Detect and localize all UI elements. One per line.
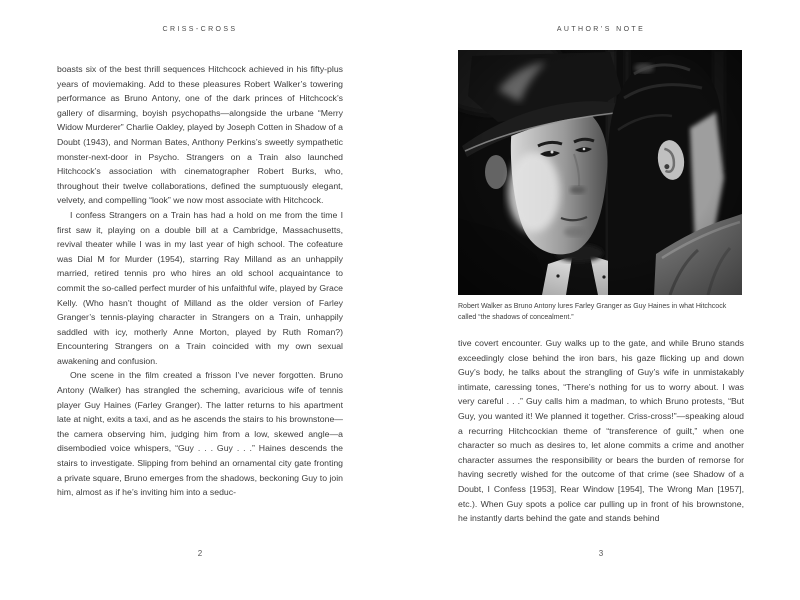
right-page: [458, 0, 744, 600]
photo-caption: Robert Walker as Bruno Antony lures Farley Granger as Guy Haines in what Hitchcock called “the shadows of concealment.”: [458, 303, 727, 321]
right-running-head: AUTHOR’S NOTE: [556, 26, 646, 33]
film-still-figure: [458, 50, 744, 323]
paragraph: tive covert encounter. Guy walks up to the gate, and while Bruno stands exceedingly close behind the iron bars, his gaze flicking up and down Guy’s body, he talks about the strangling of Guy’s wife in unmistakably intimate, caressing tones, “There’s nothing for us to worry about. I was very careful . . .” Guy calls him a madman, to which Bruno protests, “But Guy, you wanted it! We planned it together. Criss-cross!”—speaking aloud a recurring Hitchcockian theme of “transference of guilt,” when one character so much as desires to, let alone commits a crime and another character assumes the responsibility or bears the burden of remorse for having secretly wished for the outcome of that crime (see Shadow of a Doubt, I Confess [1953], Rear Window [1954], The Wrong Man [1957], etc.). When Guy spots a police car pulling up in front of his brownstone, he instantly darts behind the gate and stands behind: [458, 338, 744, 524]
paragraph: boasts six of the best thrill sequences Hitchcock achieved in his fifty-plus years of moviemaking. Add to these pleasures Robert Walker’s towering performance as Bruno Antony, one of the dark princes of Hitchcock’s gallery of disarming, boyish psychopaths—alongside the urbane “Merry Widow Murderer” Charlie Oakley, played by Joseph Cotten in Shadow of a Doubt (1943), and Norman Bates, Anthony Perkins’s sweetly sympathetic monster-next-door in Psycho. Strangers on a Train also launched Hitchcock’s association with cinematographer Robert Burks, who, throughout their twelve collaborations, defined the sumptuously elegant, velvety, and compelling “look” we now most associate with Hitchcock.: [57, 64, 343, 206]
left-page: [57, 0, 343, 600]
right-page-number: 3: [598, 549, 604, 558]
left-page-number: 2: [197, 549, 203, 558]
left-running-head: CRISS-CROSS: [162, 26, 238, 33]
paragraph: I confess Strangers on a Train has had a hold on me from the time I first saw it, playing on a double bill at a Cambridge, Massachusetts, revival theater while I was in my last year of high school. The cofeature was Dial M for Murder (1954), starring Ray Milland as an unhappily married, retired tennis pro who hires an old school acquaintance to commit the so-called perfect murder of his unfaithful wife, played by Grace Kelly. (Who hasn’t thought of Milland as the older version of Farley Granger’s tennis-playing character in Strangers on a Train, unhappily saddled with icy, motherly Anne Morton, played by Ruth Roman?) Encountering Strangers on a Train coincided with my own sexual awakening and confusion.: [57, 209, 343, 366]
right-page-body: [458, 336, 744, 526]
left-page-body: [57, 62, 343, 500]
paragraph: One scene in the film created a frisson I’ve never forgotten. Bruno Antony (Walker) has strangled the scheming, avaricious wife of tennis player Guy Haines (Farley Granger). The latter returns to his apartment late at night, exits a taxi, and as he ascends the stairs to his brownstone—the camera observing him, judging him from a low, skewed angle—a disembodied voice whispers, “Guy . . . Guy . . .” Haines descends the stairs to investigate. Slipping from behind an ornamental city gate fronting a private square, Bruno emerges from the shadows, beckoning Guy to join him, almost as if he’s inviting him into a seduc-: [57, 370, 343, 498]
film-still-photo: [458, 50, 742, 295]
